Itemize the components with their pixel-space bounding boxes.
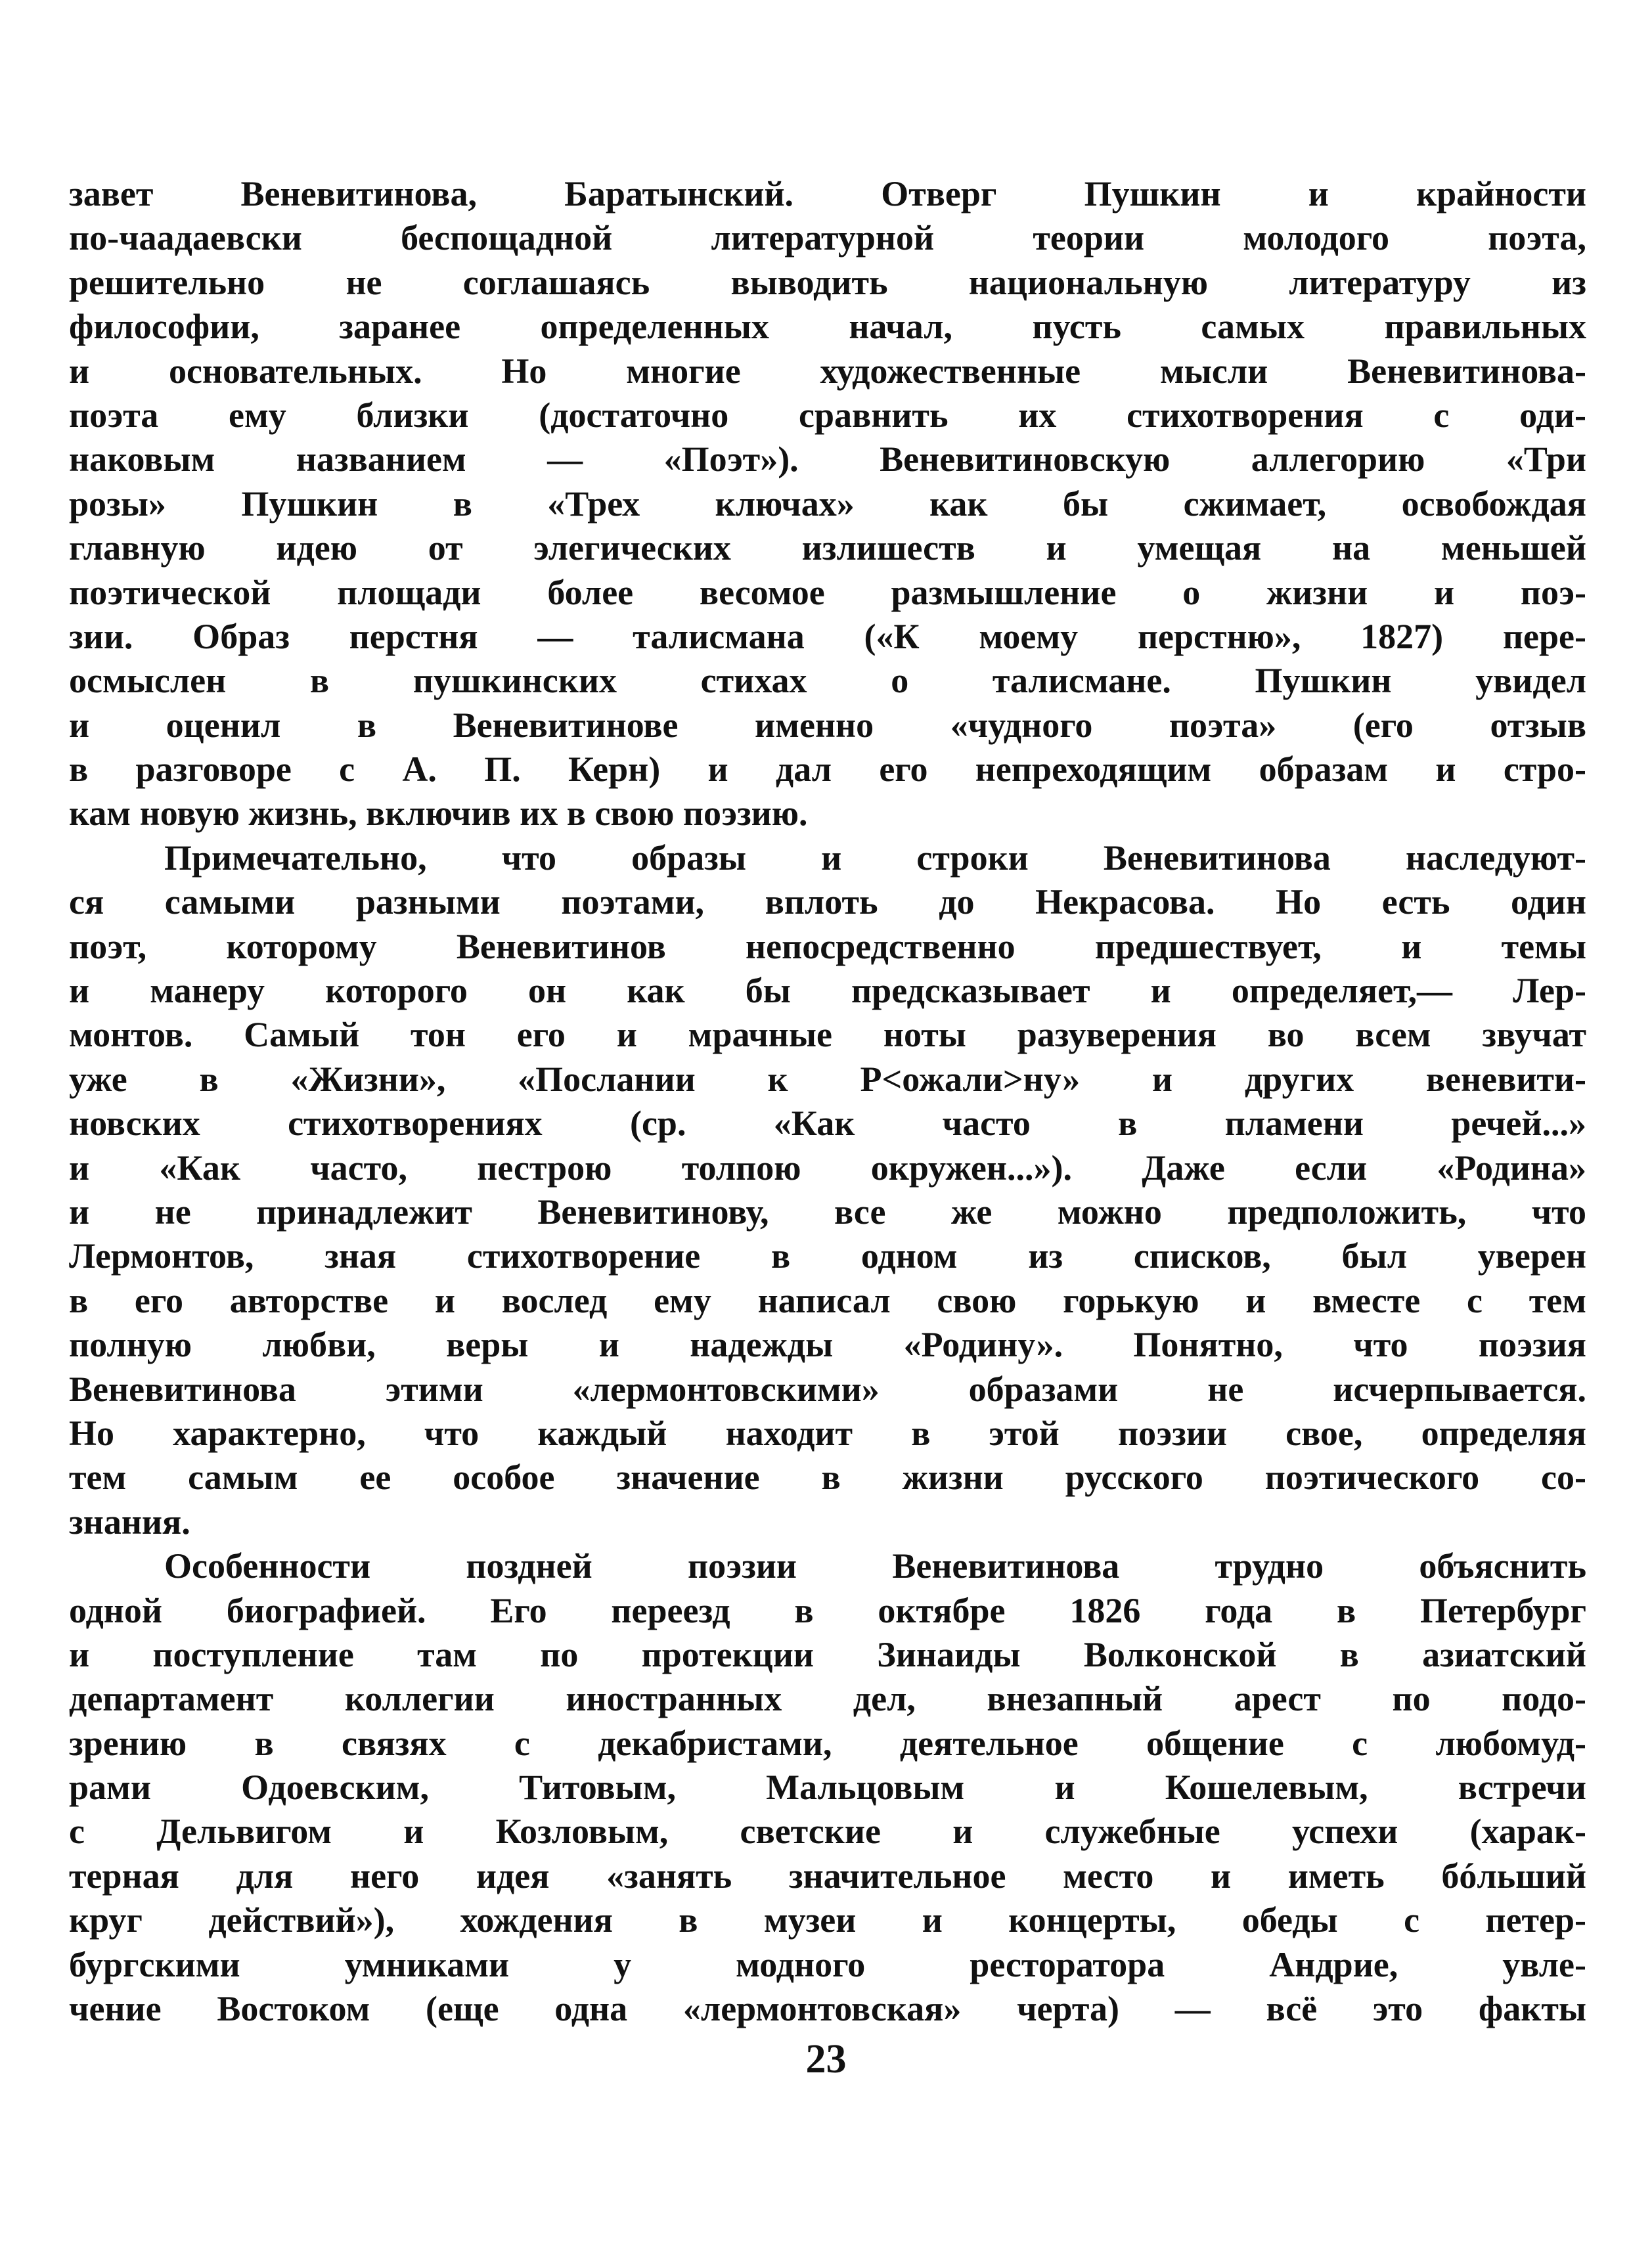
text-line: зрению в связях с декабристами, деятельное общение с любомуд-	[69, 1723, 1586, 1763]
text-line: и оценил в Веневитинове именно «чудного поэта» (его отзыв	[69, 705, 1586, 745]
text-line: с Дельвигом и Козловым, светские и служебные успехи (харак-	[69, 1812, 1586, 1852]
text-line: терная для него идея «занять значительное место и иметь бóльший	[69, 1856, 1586, 1896]
text-line: тем самым ее особое значение в жизни русского поэтического со-	[69, 1458, 1586, 1498]
text-line: в разговоре с А. П. Керн) и дал его непреходящим образам и стро-	[69, 749, 1586, 790]
text-line: монтов. Самый тон его и мрачные ноты разуверения во всем звучат	[69, 1015, 1586, 1055]
text-line: полную любви, веры и надежды «Родину». Понятно, что поэзия	[69, 1325, 1586, 1365]
text-line: осмыслен в пушкинских стихах о талисмане. Пушкин увидел	[69, 661, 1586, 701]
text-line: бургскими умниками у модного ресторатора Андрие, увле-	[69, 1944, 1586, 1984]
text-line: чение Востоком (еще одна «лермонтовская» черта) — всё это факты	[69, 1989, 1586, 2029]
text-line: одной биографией. Его переезд в октябре 1826 года в Петербург	[69, 1590, 1586, 1630]
body-text	[69, 172, 1586, 2031]
text-line: и поступление там по протекции Зинаиды Волконской в азиатский	[69, 1634, 1586, 1674]
text-line: и не принадлежит Веневитинову, все же можно предположить, что	[69, 1192, 1586, 1232]
text-line: уже в «Жизни», «Послании к Р<ожали>ну» и других веневити-	[69, 1059, 1586, 1099]
text-line: круг действий»), хождения в музеи и концерты, обеды с петер-	[69, 1900, 1586, 1940]
text-line: решительно не соглашаясь выводить национальную литературу из	[69, 262, 1586, 302]
text-line: и основательных. Но многие художественные мысли Веневитинова-	[69, 351, 1586, 391]
text-line: департамент коллегии иностранных дел, внезапный арест по подо-	[69, 1679, 1586, 1719]
text-line: главную идею от элегических излишеств и умещая на меньшей	[69, 528, 1586, 568]
text-line: поэта ему близки (достаточно сравнить их стихотворения с оди-	[69, 395, 1586, 435]
text-line: и манеру которого он как бы предсказывает и определяет,— Лер-	[69, 971, 1586, 1011]
paragraph-first-line: Особенности поздней поэзии Веневитинова трудно объяснить	[164, 1546, 1586, 1586]
text-line: Веневитинова этими «лермонтовскими» образами не исчерпывается.	[69, 1369, 1586, 1409]
text-line: завет Веневитинова, Баратынский. Отверг Пушкин и крайности	[69, 174, 1586, 213]
text-line: зии. Образ перстня — талисмана («К моему перстню», 1827) пере-	[69, 616, 1586, 656]
paragraph-last-line: кам новую жизнь, включив их в свою поэзию.	[69, 793, 808, 834]
paragraph-last-line: знания.	[69, 1502, 190, 1542]
text-line: Лермонтов, зная стихотворение в одном из списков, был уверен	[69, 1236, 1586, 1276]
text-line: философии, заранее определенных начал, пусть самых правильных	[69, 307, 1586, 347]
paragraph-first-line: Примечательно, что образы и строки Веневитинова наследуют-	[164, 837, 1586, 878]
text-line: ся самыми разными поэтами, вплоть до Некрасова. Но есть один	[69, 882, 1586, 922]
text-line: и «Как часто, пестрою толпою окружен...»). Даже если «Родина»	[69, 1148, 1586, 1188]
text-line: новских стихотворениях (ср. «Как часто в пламени речей...»	[69, 1104, 1586, 1144]
text-line: по-чаадаевски беспощадной литературной теории молодого поэта,	[69, 218, 1586, 258]
text-line: поэтической площади более весомое размышление о жизни и поэ-	[69, 572, 1586, 612]
text-line: наковым названием — «Поэт»). Веневитиновскую аллегорию «Три	[69, 439, 1586, 480]
text-line: Но характерно, что каждый находит в этой поэзии свое, определяя	[69, 1413, 1586, 1453]
text-line: розы» Пушкин в «Трех ключах» как бы сжимает, освобождая	[69, 483, 1586, 524]
text-line: поэт, которому Веневитинов непосредственно предшествует, и темы	[69, 926, 1586, 966]
page-number: 23	[805, 2037, 847, 2082]
text-line: рами Одоевским, Титовым, Мальцовым и Кошелевым, встречи	[69, 1768, 1586, 1808]
text-line: в его авторстве и вослед ему написал свою горькую и вместе с тем	[69, 1280, 1586, 1320]
